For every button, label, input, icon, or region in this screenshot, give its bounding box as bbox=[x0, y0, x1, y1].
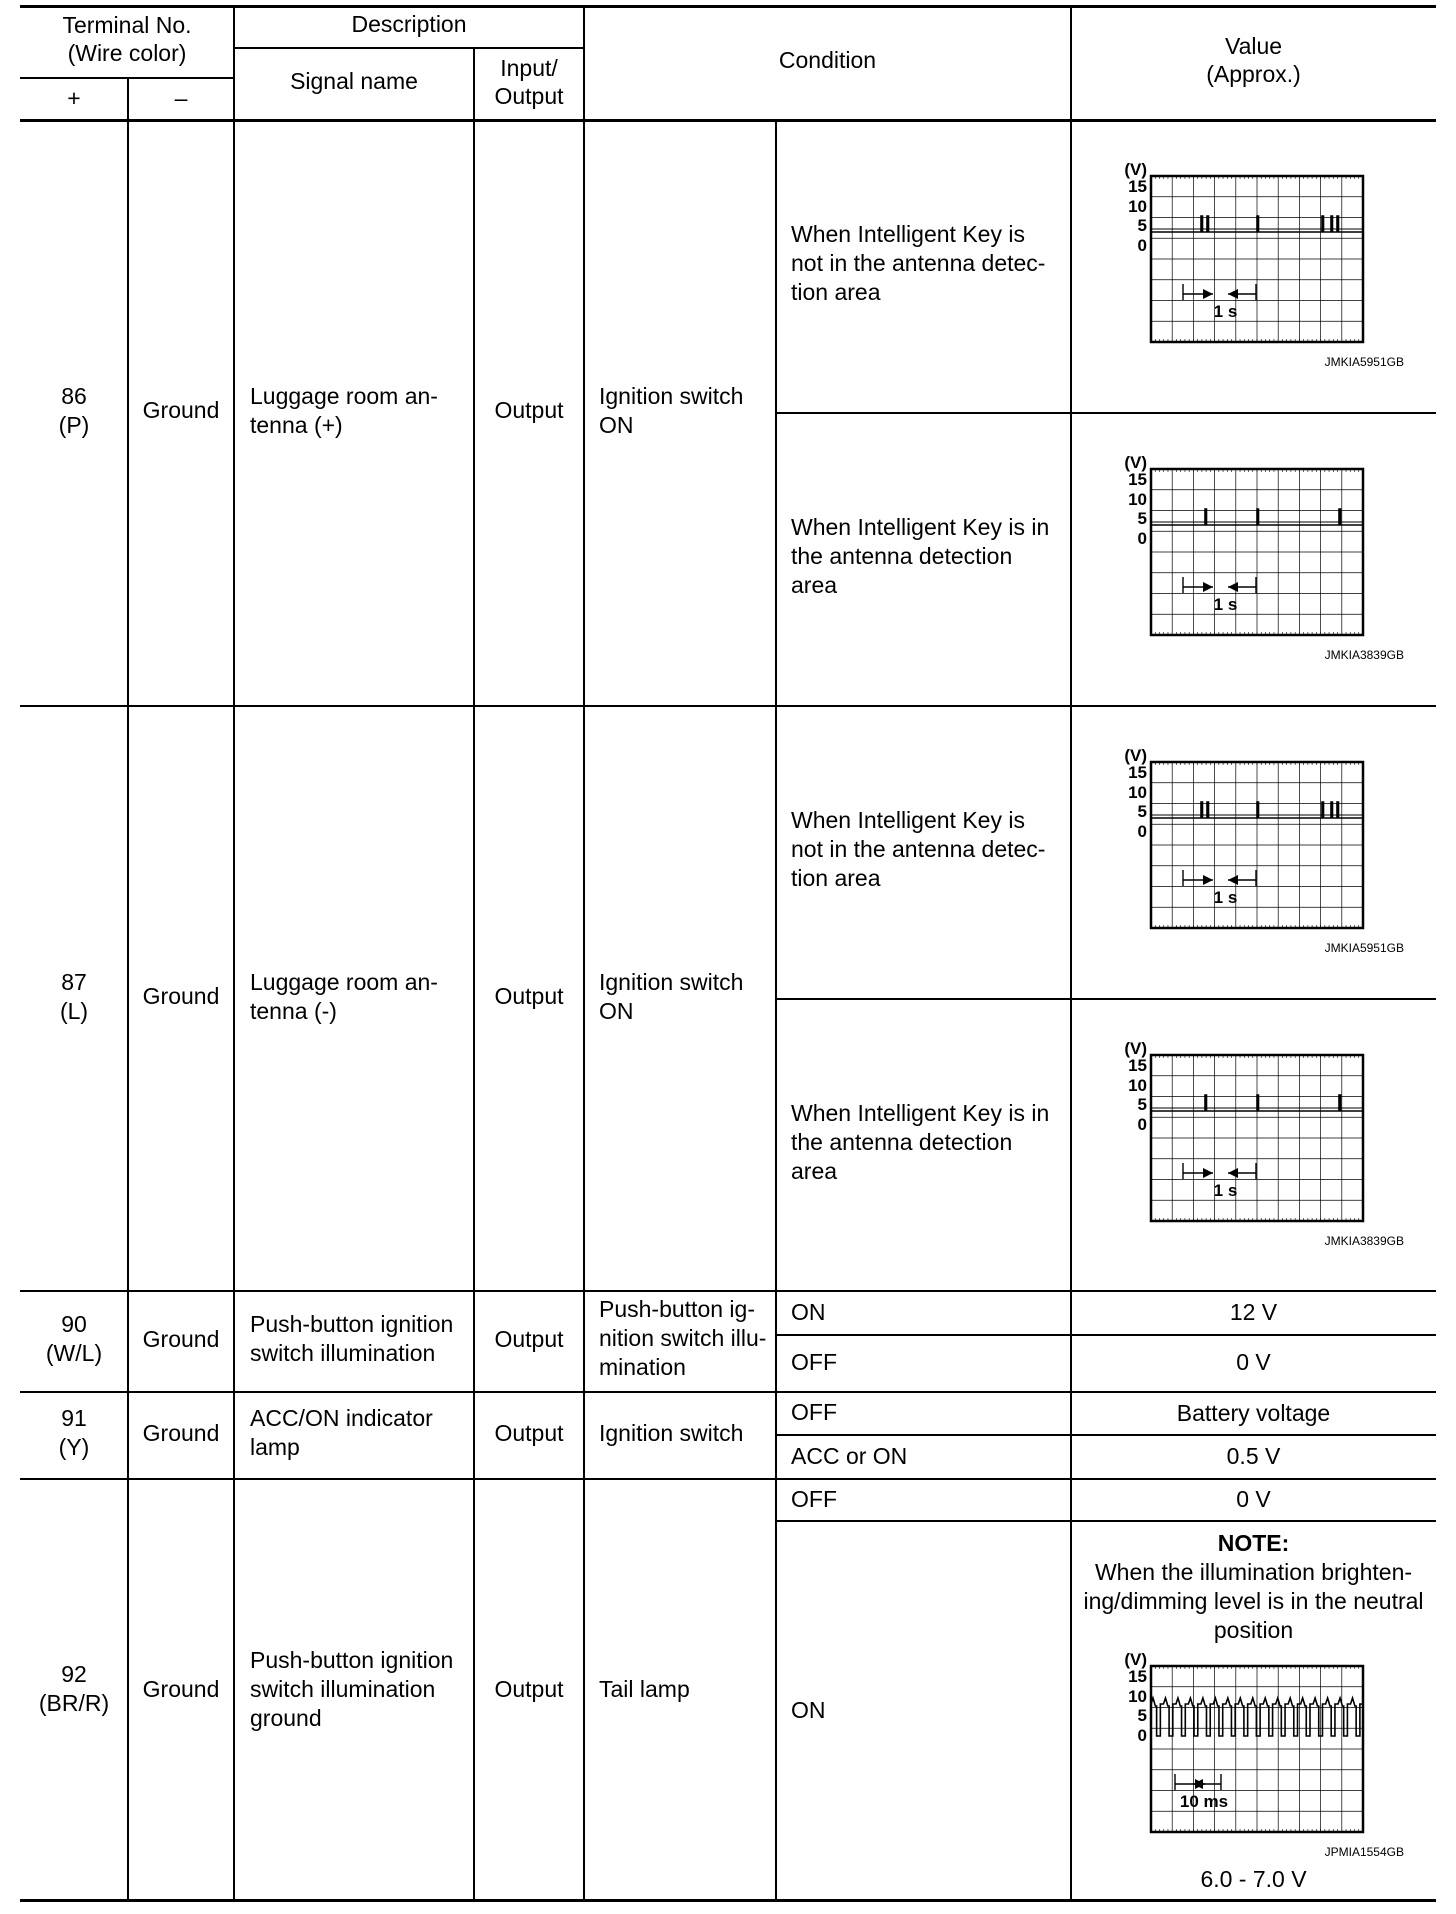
io-type: Output bbox=[494, 1326, 564, 1352]
wire-color: (W/L) bbox=[45, 1340, 103, 1366]
tick-label: 10 bbox=[1128, 490, 1147, 509]
signal-name-cont: switch illumination bbox=[250, 1340, 436, 1366]
terminal-number: 90 bbox=[61, 1311, 87, 1337]
time-label: 1 s bbox=[1213, 595, 1238, 614]
figure-id: JPMIA1554GB bbox=[1324, 1845, 1404, 1859]
header-condition: Condition bbox=[778, 47, 877, 73]
signal-trace bbox=[1151, 802, 1363, 818]
condition-cont: nition switch illu- bbox=[599, 1325, 767, 1351]
wire-color: (P) bbox=[58, 412, 90, 438]
tick-label: 15 bbox=[1128, 1056, 1147, 1075]
header-approx: (Approx.) bbox=[1206, 61, 1301, 87]
wire-color: (L) bbox=[59, 998, 89, 1024]
io-type: Output bbox=[494, 1676, 564, 1702]
time-arrow-head bbox=[1203, 289, 1213, 299]
figure-id: JMKIA5951GB bbox=[1324, 355, 1404, 369]
signal-name: Luggage room an- bbox=[250, 383, 438, 409]
tick-label: 10 bbox=[1128, 783, 1147, 802]
scope-svg bbox=[1113, 162, 1373, 342]
sub-condition-a-3: tion area bbox=[791, 279, 881, 305]
value-off: 0 V bbox=[1236, 1486, 1271, 1512]
tick-label: 10 bbox=[1128, 1076, 1147, 1095]
condition: Push-button ig- bbox=[599, 1296, 755, 1322]
sub-condition-off: OFF bbox=[791, 1486, 837, 1512]
header-value: Value bbox=[1224, 33, 1283, 59]
tick-label: 15 bbox=[1128, 1667, 1147, 1686]
note-text-3: position bbox=[1213, 1617, 1294, 1643]
signal-trace bbox=[1151, 216, 1363, 232]
signal-trace bbox=[1151, 1095, 1363, 1111]
terminal-number: 91 bbox=[61, 1405, 87, 1431]
oscilloscope-waveform bbox=[1113, 1041, 1373, 1226]
condition: Ignition switch bbox=[599, 1420, 744, 1446]
value-on: 12 V bbox=[1229, 1299, 1278, 1325]
sub-condition-b-2: the antenna detection bbox=[791, 1129, 1013, 1155]
y-unit-label: (V) bbox=[1124, 1039, 1147, 1058]
io-type: Output bbox=[494, 397, 564, 423]
sub-condition-a: When Intelligent Key is bbox=[791, 221, 1025, 247]
io-type: Output bbox=[494, 1420, 564, 1446]
time-label: 1 s bbox=[1213, 888, 1238, 907]
header-signal-name: Signal name bbox=[290, 68, 418, 94]
terminal-number: 87 bbox=[61, 969, 87, 995]
time-label: 1 s bbox=[1213, 302, 1238, 321]
tick-label: 0 bbox=[1137, 822, 1147, 841]
tick-label: 0 bbox=[1137, 1726, 1147, 1745]
signal-name-cont: tenna (+) bbox=[250, 412, 343, 438]
sub-condition-acc: ACC or ON bbox=[791, 1443, 908, 1469]
value-on: 6.0 - 7.0 V bbox=[1200, 1866, 1307, 1892]
y-unit-label: (V) bbox=[1124, 453, 1147, 472]
value-off: Battery voltage bbox=[1176, 1400, 1331, 1426]
sub-condition-on: ON bbox=[791, 1697, 826, 1723]
tick-label: 0 bbox=[1137, 1115, 1147, 1134]
wire-color: (Y) bbox=[58, 1434, 90, 1460]
wire-color: (BR/R) bbox=[38, 1690, 110, 1716]
time-arrow-head bbox=[1203, 1168, 1213, 1178]
terminal-number: 92 bbox=[61, 1661, 87, 1687]
sub-condition-a-2: not in the antenna detec- bbox=[791, 836, 1046, 862]
tick-label: 15 bbox=[1128, 763, 1147, 782]
value-off: 0 V bbox=[1236, 1349, 1271, 1375]
tick-label: 5 bbox=[1137, 1706, 1147, 1725]
y-unit-label: (V) bbox=[1124, 160, 1147, 179]
tick-label: 5 bbox=[1137, 1095, 1147, 1114]
sub-condition-b: When Intelligent Key is in bbox=[791, 1100, 1050, 1126]
y-unit-label: (V) bbox=[1124, 1650, 1147, 1669]
sub-condition-b-3: area bbox=[791, 572, 838, 598]
figure-id: JMKIA3839GB bbox=[1324, 1234, 1404, 1248]
note-text: When the illumination brighten- bbox=[1094, 1559, 1413, 1585]
sub-condition-a-2: not in the antenna detec- bbox=[791, 250, 1046, 276]
minus-terminal: Ground bbox=[142, 1326, 220, 1352]
signal-name-cont: tenna (-) bbox=[250, 998, 337, 1024]
sub-condition-off: OFF bbox=[791, 1399, 837, 1425]
y-unit-label: (V) bbox=[1124, 746, 1147, 765]
signal-name-cont: switch illumination bbox=[250, 1676, 436, 1702]
time-arrow-head bbox=[1228, 875, 1238, 885]
scope-svg bbox=[1113, 748, 1373, 928]
scope-svg bbox=[1113, 1652, 1373, 1832]
oscilloscope-waveform bbox=[1113, 455, 1373, 640]
scope-svg bbox=[1113, 1041, 1373, 1221]
note-label: NOTE: bbox=[1217, 1530, 1290, 1556]
header-minus: – bbox=[174, 85, 188, 111]
signal-name: Push-button ignition bbox=[250, 1311, 454, 1337]
minus-terminal: Ground bbox=[142, 1420, 220, 1446]
signal-name: Luggage room an- bbox=[250, 969, 438, 995]
header-terminal-no: Terminal No. bbox=[62, 12, 192, 38]
sub-condition-off: OFF bbox=[791, 1349, 837, 1375]
condition: Tail lamp bbox=[599, 1676, 690, 1702]
tick-label: 10 bbox=[1128, 1687, 1147, 1706]
header-description: Description bbox=[351, 11, 467, 37]
tick-label: 15 bbox=[1128, 177, 1147, 196]
sub-condition-b-2: the antenna detection bbox=[791, 543, 1013, 569]
terminal-number: 86 bbox=[61, 383, 87, 409]
sub-condition-b-3: area bbox=[791, 1158, 838, 1184]
time-arrow-head bbox=[1203, 875, 1213, 885]
sub-condition-a: When Intelligent Key is bbox=[791, 807, 1025, 833]
minus-terminal: Ground bbox=[142, 983, 220, 1009]
signal-name-cont: lamp bbox=[250, 1434, 300, 1460]
tick-label: 0 bbox=[1137, 529, 1147, 548]
note-text-2: ing/dimming level is in the neutral bbox=[1083, 1588, 1424, 1614]
header-input: Input/ bbox=[500, 55, 558, 81]
header-wire-color: (Wire color) bbox=[67, 40, 187, 66]
figure-id: JMKIA3839GB bbox=[1324, 648, 1404, 662]
time-label: 10 ms bbox=[1179, 1792, 1229, 1811]
time-arrow-head bbox=[1228, 1168, 1238, 1178]
header-plus: + bbox=[67, 85, 81, 111]
minus-terminal: Ground bbox=[142, 397, 220, 423]
tick-label: 15 bbox=[1128, 470, 1147, 489]
oscilloscope-waveform bbox=[1113, 1652, 1373, 1837]
condition: Ignition switch bbox=[599, 969, 744, 995]
tick-label: 10 bbox=[1128, 197, 1147, 216]
header-output: Output bbox=[494, 83, 564, 109]
time-arrow-head bbox=[1228, 289, 1238, 299]
sub-condition-on: ON bbox=[791, 1299, 826, 1325]
sub-condition-b: When Intelligent Key is in bbox=[791, 514, 1050, 540]
tick-label: 5 bbox=[1137, 802, 1147, 821]
condition-cont-2: mination bbox=[599, 1354, 686, 1380]
sub-condition-a-3: tion area bbox=[791, 865, 881, 891]
tick-label: 5 bbox=[1137, 509, 1147, 528]
signal-name: Push-button ignition bbox=[250, 1647, 454, 1673]
condition-cont: ON bbox=[599, 998, 634, 1024]
figure-id: JMKIA5951GB bbox=[1324, 941, 1404, 955]
time-arrow-head bbox=[1203, 582, 1213, 592]
time-label: 1 s bbox=[1213, 1181, 1238, 1200]
condition-cont: ON bbox=[599, 412, 634, 438]
tick-label: 0 bbox=[1137, 236, 1147, 255]
tick-label: 5 bbox=[1137, 216, 1147, 235]
time-arrow-head bbox=[1228, 582, 1238, 592]
signal-name-cont-2: ground bbox=[250, 1705, 322, 1731]
oscilloscope-waveform bbox=[1113, 162, 1373, 347]
io-type: Output bbox=[494, 983, 564, 1009]
value-acc: 0.5 V bbox=[1226, 1443, 1281, 1469]
signal-name: ACC/ON indicator bbox=[250, 1405, 433, 1431]
minus-terminal: Ground bbox=[142, 1676, 220, 1702]
condition: Ignition switch bbox=[599, 383, 744, 409]
signal-trace bbox=[1151, 509, 1363, 525]
scope-svg bbox=[1113, 455, 1373, 635]
oscilloscope-waveform bbox=[1113, 748, 1373, 933]
